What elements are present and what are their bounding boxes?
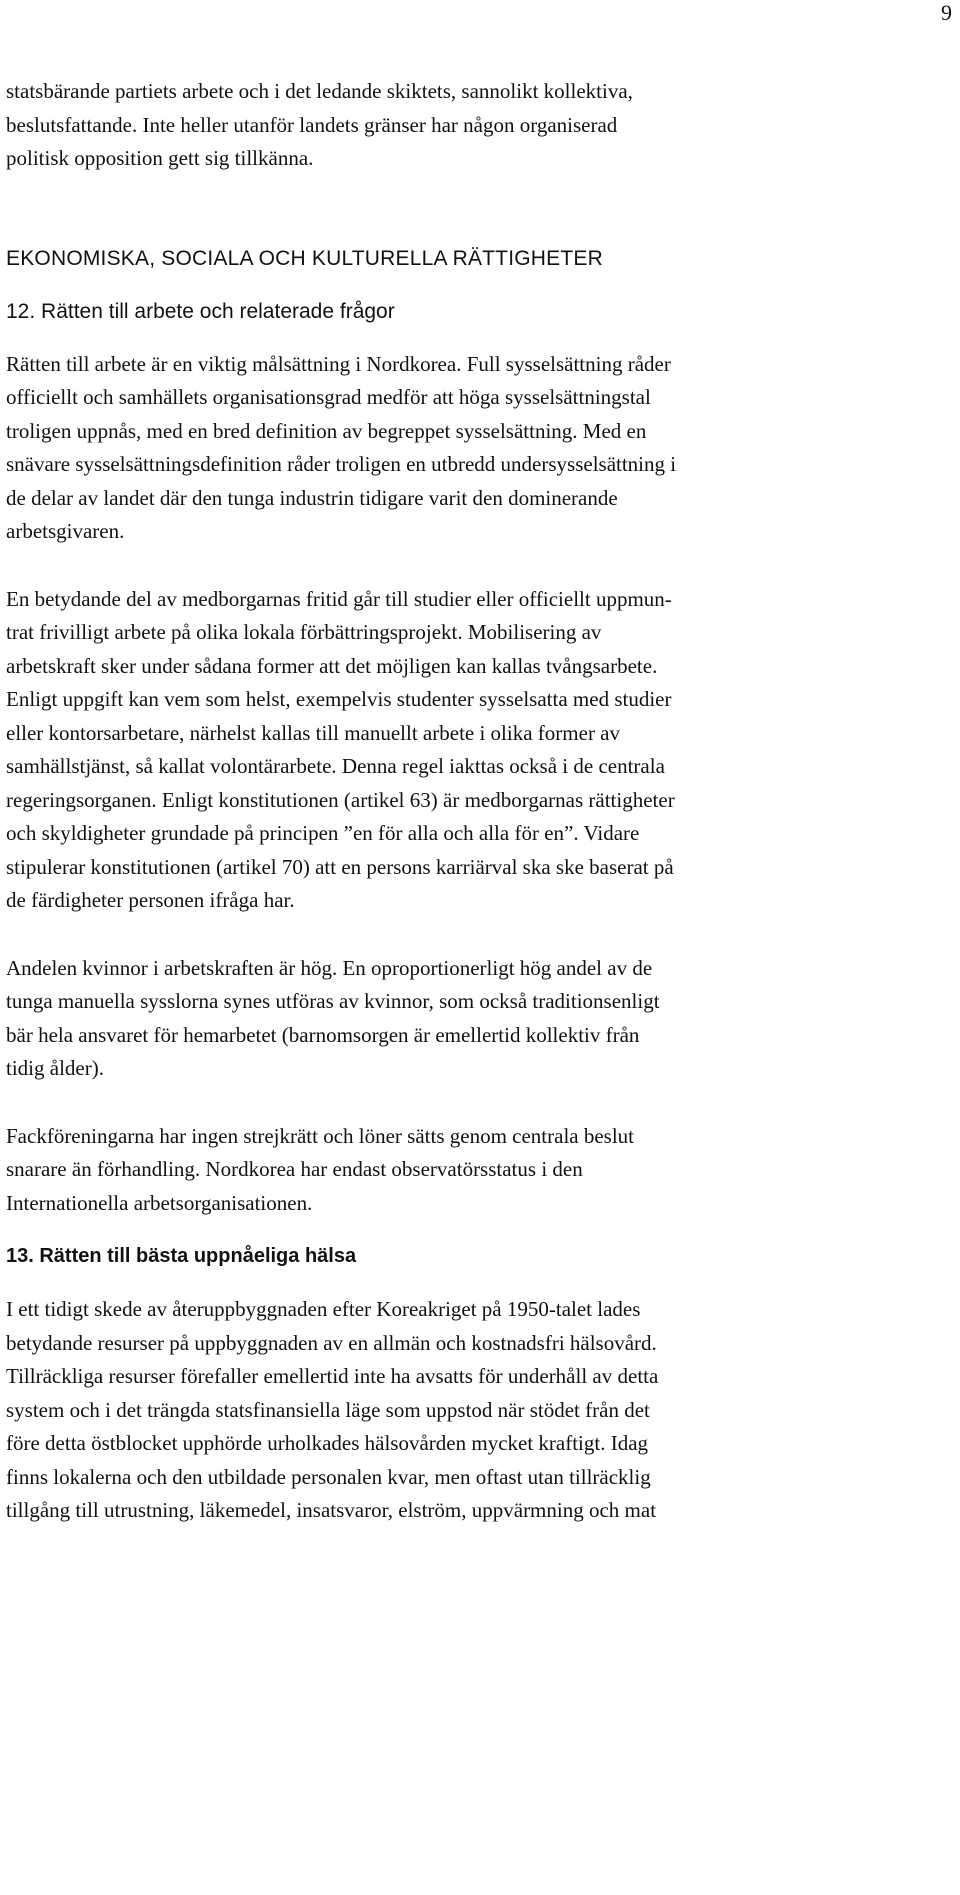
paragraph-right-to-work: Rätten till arbete är en viktig målsättning i Nordkorea. Full sysselsättning råder officiellt och samhällets organisationsgrad medför att höga sysselsättningstal troligen uppnås, med en bred definition av begreppet sysselsättning. Med en snävare sysselsättningsdefinition råder troligen en utbredd undersysselsättning i de delar av landet där den tunga industrin tidigare varit den dominerande arbetsgivaren. bbox=[6, 351, 677, 543]
paragraph-opposition: statsbärande partiets arbete och i det ledande skiktets, sannolikt kollektiva, beslutsfattande. Inte heller utanför landets gränser har någon organiserad politisk opposition gett sig tillkänna. bbox=[6, 79, 633, 170]
document-body bbox=[6, 75, 801, 1528]
page-number: 9 bbox=[941, 0, 952, 25]
paragraph-women-labour: Andelen kvinnor i arbetskraften är hög. En oproportionerligt hög andel av de tunga manuella sysslorna synes utföras av kvinnor, som också traditionsenligt bär hela ansvaret för hemarbetet (barnomsorgen är emellertid kollektiv från tidig ålder). bbox=[6, 955, 660, 1080]
paragraph-mobilisation: En betydande del av medborgarnas fritid går till studier eller officiellt uppmun- trat frivilligt arbete på olika lokala förbättringsprojekt. Mobilisering av arbetskraft sker under sådana former att det möjligen kan kallas tvångsarbete. Enligt uppgift kan vem som helst, exempelvis studenter sysselsatta med studier eller kontorsarbetare, närhelst kallas till manuellt arbete i olika former av samhällstjänst, så kallat volontärarbete. Denna regel iakttas också i de centrala regeringsorganen. Enligt konstitutionen (artikel 63) är medborgarnas rättigheter och skyldigheter grundade på principen ”en för alla och alla för en”. Vidare stipulerar konstitutionen (artikel 70) att en persons karriärval ska ske baserat på de färdigheter personen ifråga har. bbox=[6, 586, 675, 912]
paragraph-health-care: I ett tidigt skede av återuppbyggnaden efter Koreakriget på 1950-talet lades betydande resurser på uppbyggnaden av en allmän och kostnadsfri hälsovård. Tillräckliga resurser förefaller emellertid inte ha avsatts för underhåll av detta system och i det trängda statsfinansiella läge som uppstod när stödet från det före detta östblocket upphörde urholkades hälsovården mycket kraftigt. Idag finns lokalerna och den utbildade personalen kvar, men oftast utan tillräcklig tillgång till utrustning, läkemedel, insatsvaror, elström, uppvärmning och mat bbox=[6, 1297, 659, 1522]
paragraph-trade-unions: Fackföreningarna har ingen strejkrätt och löner sätts genom centrala beslut snarare än förhandling. Nordkorea har endast observatörsstatus i den Internationella arbetsorganisationen. bbox=[6, 1123, 635, 1215]
heading-right-to-health: 13. Rätten till bästa uppnåeliga hälsa bbox=[6, 1245, 357, 1267]
heading-right-to-work: 12. Rätten till arbete och relaterade frågor bbox=[6, 299, 395, 323]
section-heading-escr: EKONOMISKA, SOCIALA OCH KULTURELLA RÄTTIGHETER bbox=[6, 246, 603, 270]
